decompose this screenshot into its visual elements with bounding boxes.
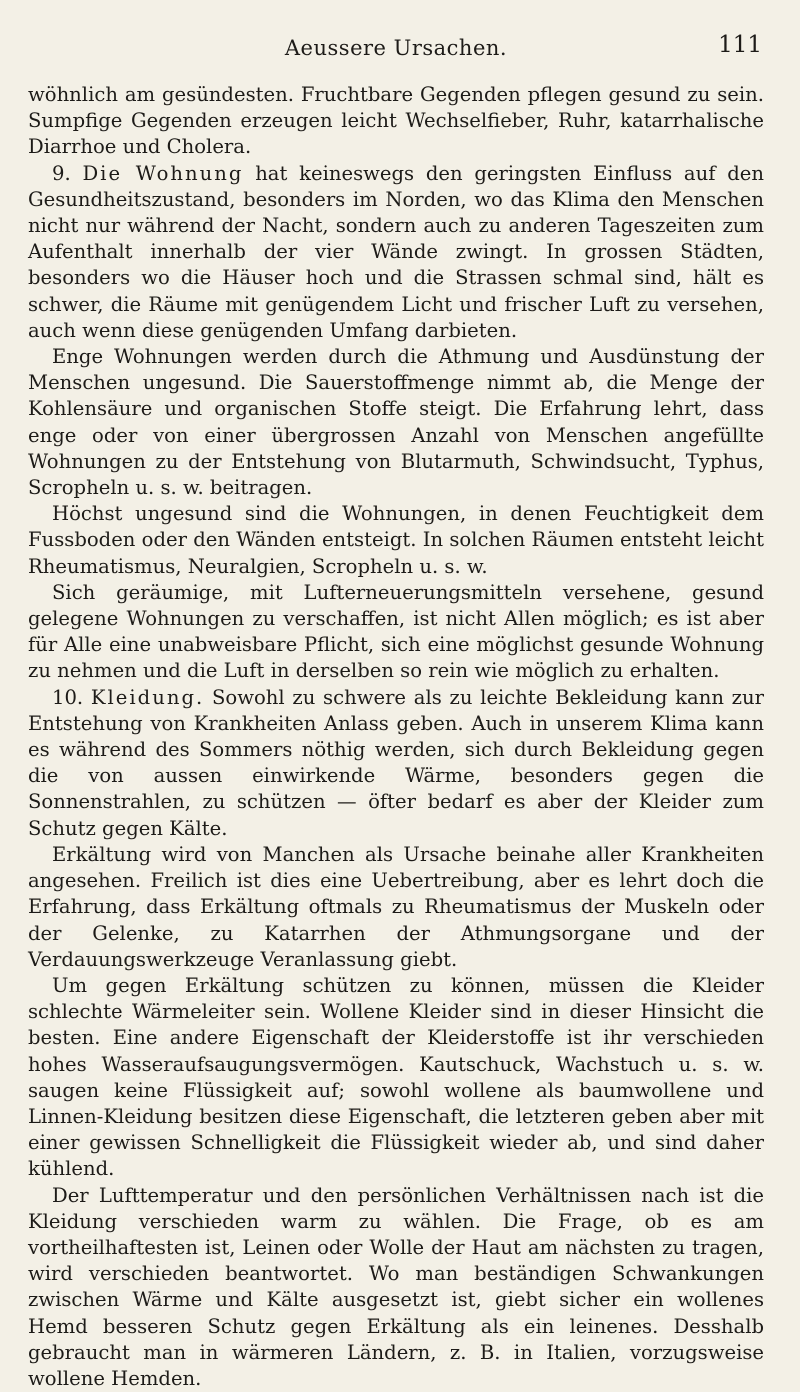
section-number: 10. [52,685,84,709]
body-text [28,82,764,1392]
paragraph-text: Sowohl zu schwere als zu leichte Bekleidung kann zur Entstehung von Krankheiten Anlass geben. Auch in unserem Klima kann es während des Sommers nöthig werden, sich durch Bekleidung gegen die von aussen einwirkende Wärme, besonders gegen die Sonnenstrahlen, zu schützen — öfter bedarf es aber der Kleider zum Schutz gegen Kälte. [28,685,764,840]
paragraph: Höchst ungesund sind die Wohnungen, in denen Feuchtigkeit dem Fussboden oder den Wänden entsteigt. In solchen Räumen entsteht leicht Rheumatismus, Neuralgien, Scropheln u. s. w. [28,502,764,578]
paragraph-text: hat keineswegs den geringsten Einfluss auf den Gesundheitszustand, besonders im Norden, wo das Klima den Menschen nicht nur während der Nacht, sondern auch zu anderen Tageszeiten zum Aufenthalt innerhalb der vier Wände zwingt. In grossen Städten, besonders wo die Häuser hoch und die Strassen schmal sind, hält es schwer, die Räume mit genügendem Licht und frischer Luft zu versehen, auch wenn diese genügenden Umfang darbieten. [28,161,764,342]
paragraph: Enge Wohnungen werden durch die Athmung und Ausdünstung der Menschen ungesund. Die Sauerstoffmenge nimmt ab, die Menge der Kohlensäure und organischen Stoffe steigt. Die Erfahrung lehrt, dass enge oder von einer übergrossen Anzahl von Menschen angefüllte Wohnungen zu der Entstehung von Blutarmuth, Schwindsucht, Typhus, Scropheln u. s. w. beitragen. [28,345,764,500]
section-keyword: Die Wohnung [82,161,244,185]
section-keyword: Kleidung. [90,685,205,709]
page-header [28,14,764,62]
page-number: 111 [718,32,762,58]
paragraph: Um gegen Erkältung schützen zu können, müssen die Kleider schlechte Wärmeleiter sein. Wollene Kleider sind in dieser Hinsicht die besten. Eine andere Eigenschaft der Kleiderstoffe ist ihr verschieden hohes Wasseraufsaugungsvermögen. Kautschuck, Wachstuch u. s. w. saugen keine Flüssigkeit auf; sowohl wollene als baumwollene und Linnen-Kleidung besitzen diese Eigenschaft, die letzteren geben aber mit einer gewissen Schnelligkeit die Flüssigkeit wieder ab, und sind daher kühlend. [28,973,764,1181]
paragraph-wohnung [28,161,764,344]
section-number: 9. [52,161,71,185]
running-title: Aeussere Ursachen. [284,36,508,60]
paragraph: Erkältung wird von Manchen als Ursache beinahe aller Krankheiten angesehen. Freilich ist dies eine Uebertreibung, aber es lehrt doch die Erfahrung, dass Erkältung oftmals zu Rheumatismus der Muskeln oder der Gelenke, zu Katarrhen der Athmungsorgane und der Verdauungswerkzeuge Veranlassung giebt. [28,842,764,971]
paragraph-kleidung [28,685,764,842]
paragraph-continuation: wöhnlich am gesündesten. Fruchtbare Gegenden pflegen gesund zu sein. Sumpfige Gegenden erzeugen leicht Wechselfieber, Ruhr, katarrhalische Diarrhoe und Cholera. [28,83,764,159]
paragraph: Der Lufttemperatur und den persönlichen Verhältnissen nach ist die Kleidung verschieden warm zu wählen. Die Frage, ob es am vortheilhaftesten ist, Leinen oder Wolle der Haut am nächsten zu tragen, wird verschieden beantwortet. Wo man beständigen Schwankungen zwischen Wärme und Kälte ausgesetzt ist, giebt sicher ein wollenes Hemd besseren Schutz gegen Erkältung als ein leinenes. Desshalb gebraucht man in wärmeren Ländern, z. B. in Italien, vorzugsweise wollene Hemden. [28,1183,764,1390]
paragraph: Sich geräumige, mit Lufterneuerungsmitteln versehene, gesund gelegene Wohnungen zu verschaffen, ist nicht Allen möglich; es ist aber für Alle eine unabweisbare Pflicht, sich eine möglichst gesunde Wohnung zu nehmen und die Luft in derselben so rein wie möglich zu erhalten. [28,580,764,683]
